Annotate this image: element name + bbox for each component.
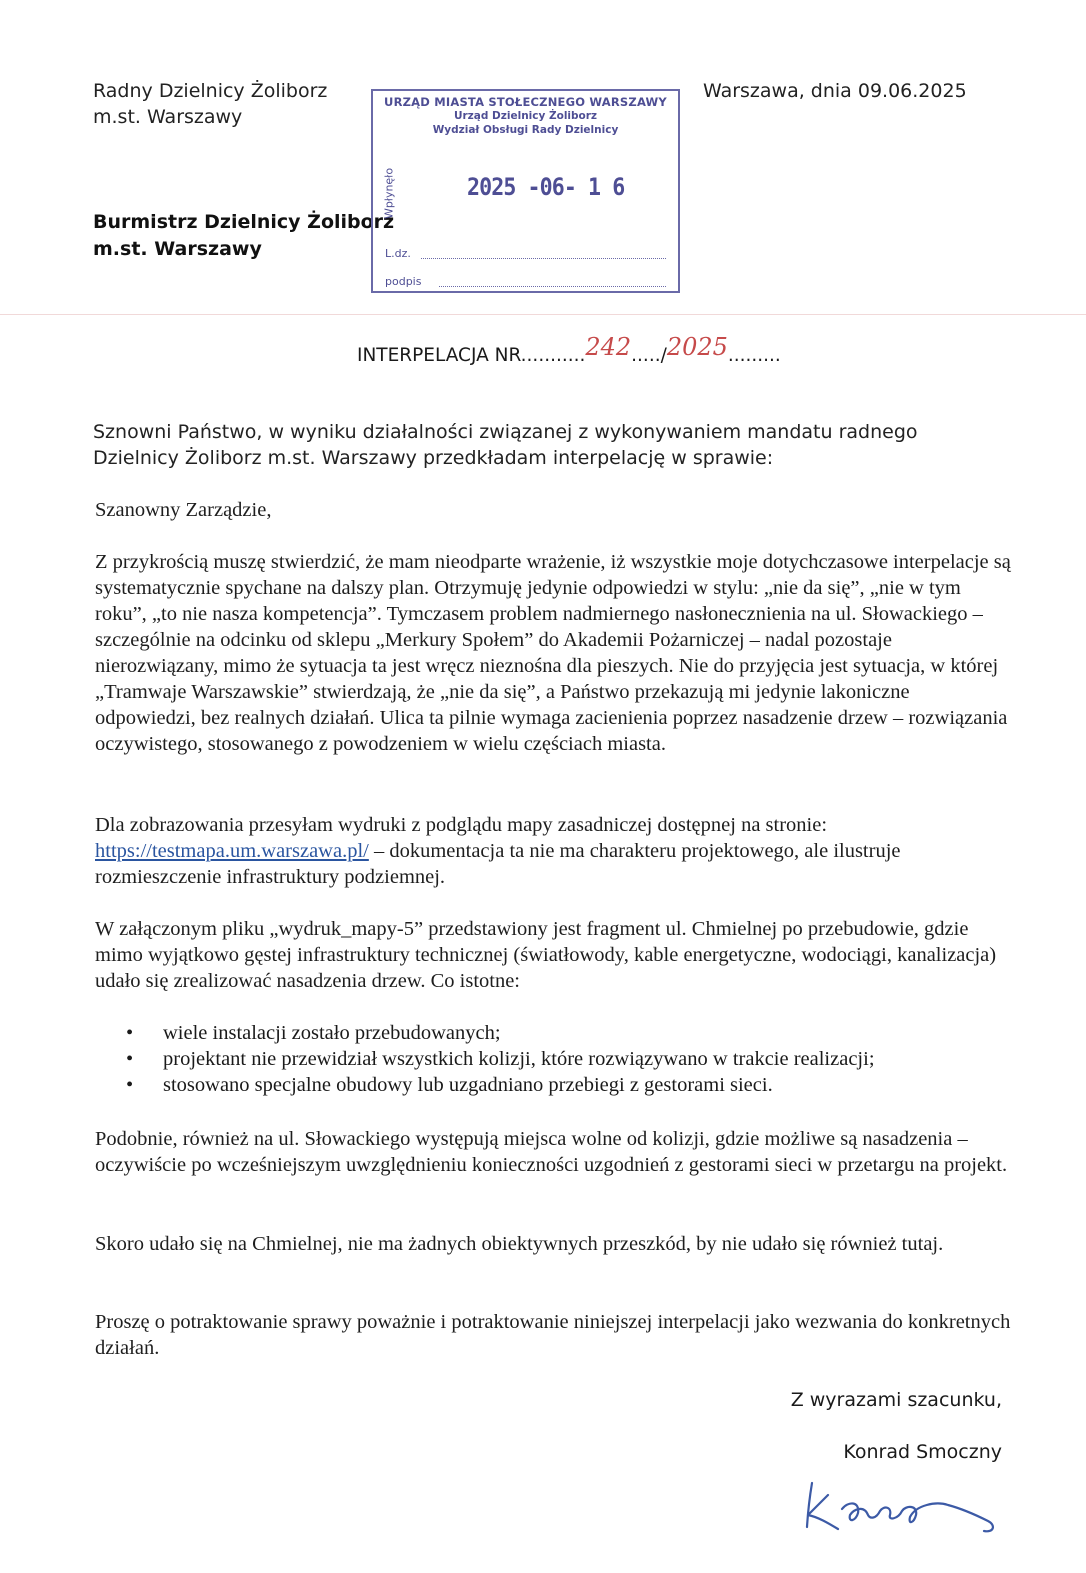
list-item: • projektant nie przewidział wszystkich kolizji, które rozwiązywano w trakcie realizacji; — [126, 1046, 1006, 1072]
list-item: • wiele instalacji zostało przebudowanych; — [126, 1020, 1006, 1046]
handwritten-number: 242 — [585, 333, 632, 361]
title-dots-a: ........... — [520, 345, 586, 366]
paragraph-2-text-a: Dla zobrazowania przesyłam wydruki z podglądu mapy zasadniczej dostępnej na stronie: — [95, 814, 828, 836]
paragraph-1: Z przykrością muszę stwierdzić, że mam nieodparte wrażenie, iż wszystkie moje dotychczasowe interpelacje są systematycznie spychane na dalszy plan. Otrzymuję jedynie odpowiedzi w stylu: „nie da się”, „nie w tym roku”, „to nie nasza kompetencja”. Tymczasem problem nadmiernego nasłonecznienia na ul. Słowackiego – szczególnie na odcinku od sklepu „Merkury Społem” do Akademii Pożarniczej – nadal pozostaje nierozwiązany, mimo że sytuacja ta jest wręcz nieznośna dla pieszych. Nie do przyjęcia jest sytuacja, w której „Tramwaje Warszawskie” stwierdzają, że „nie da się”, a Państwo przekazują mi jedynie lakoniczne odpowiedzi, bez realnych działań. Ulica ta pilnie wymaga zacienienia poprzez nasadzenie drzew – rozwiązania oczywistego, stosowanego z powodzeniem w wielu częściach miasta. — [95, 551, 1011, 755]
sender-block — [93, 78, 327, 130]
closing-phrase: Z wyrazami szacunku, — [790, 1389, 1002, 1411]
stamp-ldz-label: L.dz. — [385, 247, 411, 260]
stamp-podpis-label: podpis — [385, 275, 422, 288]
recipient-line-1: Burmistrz Dzielnicy Żoliborz — [93, 211, 395, 233]
received-stamp — [371, 89, 680, 293]
paragraph-3: W załączonym pliku „wydruk_mapy-5” przedstawiony jest fragment ul. Chmielnej po przebudowie, gdzie mimo wyjątkowo gęstej infrastruktury technicznej (światłowody, kable energetyczne, wodociągi, kanalizacja) udało się zrealizować nasadzenia drzew. Co istotne: — [95, 918, 997, 992]
paragraph-2 — [95, 812, 1015, 890]
recipient-block — [93, 209, 394, 263]
title-dots-b: ......... — [727, 345, 781, 366]
bullet-list — [126, 1020, 1006, 1098]
stamp-podpis-line — [439, 286, 666, 287]
title-separator: ..... — [631, 345, 661, 366]
signatory-name: Konrad Smoczny — [843, 1441, 1002, 1463]
paragraph-4: Podobnie, również na ul. Słowackiego występują miejsca wolne od kolizji, gdzie możliwe są nasadzenia – oczywiście po wcześniejszym uwzględnieniu konieczności uzgodnień z gestorami sieci w przetargu na projekt. — [95, 1128, 1008, 1176]
sender-line-1: Radny Dzielnicy Żoliborz — [93, 80, 328, 102]
salutation: Szanowny Zarządzie, — [95, 499, 272, 521]
recipient-line-2: m.st. Warszawy — [93, 238, 262, 260]
stamp-ldz-line — [421, 258, 666, 259]
list-item: • stosowano specjalne obudowy lub uzgadniano przebiegi z gestorami sieci. — [126, 1072, 1006, 1098]
stamp-department: Wydział Obsługi Rady Dzielnicy — [432, 124, 619, 136]
handwritten-signature — [798, 1475, 1008, 1535]
interpellation-title — [357, 333, 781, 367]
letter-date: Warszawa, dnia 09.06.2025 — [703, 80, 967, 102]
map-link[interactable]: https://testmapa.um.warszawa.pl/ — [95, 840, 369, 862]
title-slash: / — [660, 345, 667, 366]
paragraph-6: Proszę o potraktowanie sprawy poważnie i potraktowanie niniejszej interpelacji jako wezwania do konkretnych działań. — [95, 1311, 1011, 1359]
title-prefix: INTERPELACJA NR — [357, 345, 521, 366]
paragraph-2-text-b: – dokumentacja ta nie ma charakteru projektowego, ale ilustruje rozmieszczenie infrastruktury podziemnej. — [95, 840, 901, 888]
stamp-received-date: 2025 -06- 1 6 — [467, 173, 625, 201]
handwritten-year: 2025 — [666, 333, 728, 361]
stamp-office-name: URZĄD MIASTA STOŁECZNEGO WARSZAWY — [384, 95, 667, 109]
stamp-district-office: Urząd Dzielnicy Żoliborz — [453, 110, 598, 122]
sender-line-2: m.st. Warszawy — [93, 106, 243, 128]
intro-paragraph: Sznowni Państwo, w wyniku działalności związanej z wykonywaniem mandatu radnego Dzielnicy Żoliborz m.st. Warszawy przedkładam interpelację w sprawie: — [93, 421, 918, 469]
paragraph-5: Skoro udało się na Chmielnej, nie ma żadnych obiektywnych przeszkód, by nie udało się również tutaj. — [95, 1233, 944, 1255]
stamp-received-label: Wpłynęło — [382, 167, 396, 220]
scan-fold-line — [0, 314, 1086, 315]
